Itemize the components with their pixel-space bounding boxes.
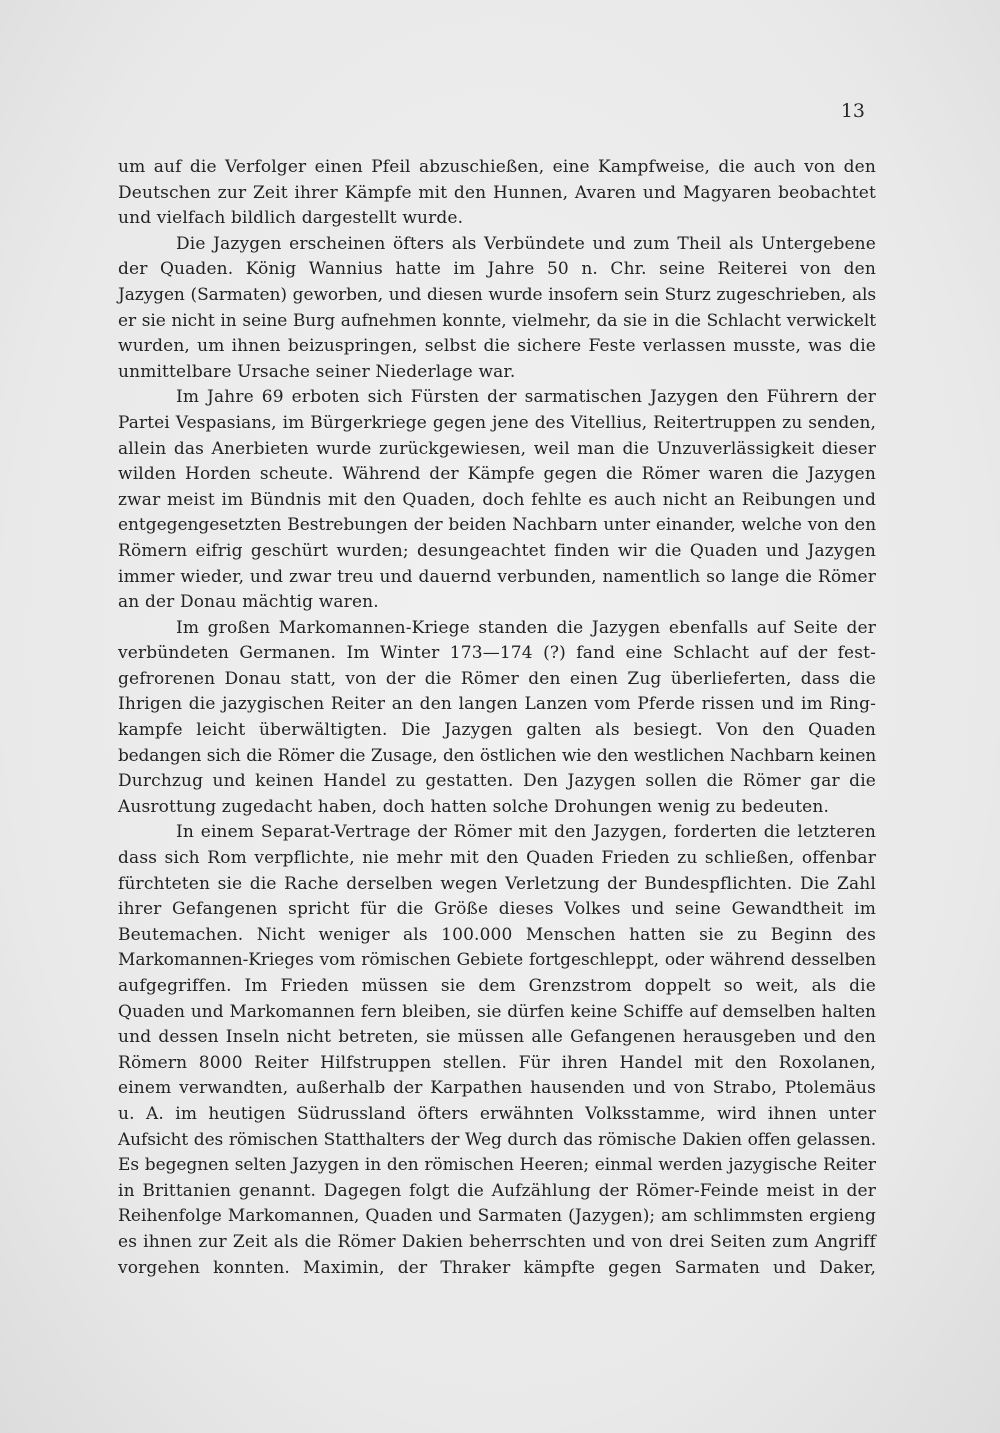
text-line: entgegengesetzten Bestrebungen der beiden Nachbarn unter einander, welche von den xyxy=(118,515,876,536)
text-line: und vielfach bildlich dargestellt wurde. xyxy=(118,208,464,229)
text-line: verbündeten Germanen. Im Winter 173—174 (?) fand eine Schlacht auf der fest- xyxy=(118,643,876,664)
text-line: ihrer Gefangenen spricht für die Größe dieses Volkes und seine Gewandtheit im xyxy=(118,899,876,920)
text-line: Römern 8000 Reiter Hilfstruppen stellen. Für ihren Handel mit den Roxolanen, xyxy=(118,1052,876,1073)
text-line: Reihenfolge Markomannen, Quaden und Sarmaten (Jazygen); am schlimmsten ergieng xyxy=(118,1206,876,1227)
text-line: In einem Separat-Vertrage der Römer mit den Jazygen, forderten die letzteren xyxy=(176,822,876,843)
text-line: wurden, um ihnen beizuspringen, selbst die sichere Feste verlassen musste, was die xyxy=(118,336,876,357)
text-line: um auf die Verfolger einen Pfeil abzuschießen, eine Kampfweise, die auch von den xyxy=(118,157,876,177)
text-line: und dessen Inseln nicht betreten, sie müssen alle Gefangenen herausgeben und den xyxy=(118,1027,876,1048)
text-line: es ihnen zur Zeit als die Römer Dakien beherrschten und von drei Seiten zum Angriff xyxy=(118,1231,876,1252)
text-line: wilden Horden scheute. Während der Kämpfe gegen die Römer waren die Jazygen xyxy=(118,464,876,485)
text-line: Jazygen (Sarmaten) geworben, und diesen wurde insofern sein Sturz zugeschrieben, als xyxy=(118,284,876,305)
text-line: u. A. im heutigen Südrussland öfters erwähnten Volksstamme, wird ihnen unter xyxy=(118,1103,876,1124)
paragraph xyxy=(118,616,876,821)
paragraph xyxy=(118,155,876,232)
text-line: an der Donau mächtig waren. xyxy=(118,592,379,613)
text-line: gefrorenen Donau statt, von der die Römer den einen Zug überlieferten, dass die xyxy=(118,668,876,689)
text-line: der Quaden. König Wannius hatte im Jahre 50 n. Chr. seine Reiterei von den xyxy=(118,259,876,280)
text-line: Partei Vespasians, im Bürgerkriege gegen jene des Vitellius, Reitertruppen zu senden, xyxy=(118,412,876,433)
text-line: vorgehen konnten. Maximin, der Thraker kämpfte gegen Sarmaten und Daker, xyxy=(118,1257,876,1278)
text-line: unmittelbare Ursache seiner Niederlage war. xyxy=(118,361,516,382)
text-line: immer wieder, und zwar treu und dauernd verbunden, namentlich so lange die Römer xyxy=(118,566,876,587)
text-line: Markomannen-Krieges vom römischen Gebiete fortgeschleppt, oder während desselben xyxy=(118,950,876,971)
paragraph xyxy=(118,385,876,615)
text-line: Aufsicht des römischen Statthalters der Weg durch das römische Dakien offen gelassen. xyxy=(118,1129,876,1150)
text-line: fürchteten sie die Rache derselben wegen Verletzung der Bundespflichten. Die Zahl xyxy=(118,873,876,894)
text-line: er sie nicht in seine Burg aufnehmen konnte, vielmehr, da sie in die Schlacht verwickelt xyxy=(118,310,876,331)
text-line: zwar meist im Bündnis mit den Quaden, doch fehlte es auch nicht an Reibungen und xyxy=(118,489,876,510)
text-line: dass sich Rom verpflichte, nie mehr mit den Quaden Frieden zu schließen, offenbar xyxy=(118,848,876,869)
text-line: kampfe leicht überwältigten. Die Jazygen galten als besiegt. Von den Quaden xyxy=(118,720,876,741)
text-line: Die Jazygen erscheinen öfters als Verbündete und zum Theil als Untergebene xyxy=(176,233,876,254)
paragraph xyxy=(118,232,876,386)
paragraph xyxy=(118,820,876,1281)
text-line: aufgegriffen. Im Frieden müssen sie dem Grenzstrom doppelt so weit, als die xyxy=(118,976,876,996)
text-line: Deutschen zur Zeit ihrer Kämpfe mit den Hunnen, Avaren und Magyaren beobachtet xyxy=(118,182,876,203)
text-line: Durchzug und keinen Handel zu gestatten. Den Jazygen sollen die Römer gar die xyxy=(118,771,876,792)
text-line: Römern eifrig geschürt wurden; desungeachtet finden wir die Quaden und Jazygen xyxy=(118,540,876,561)
body-text xyxy=(118,155,876,1281)
text-line: Im Jahre 69 erboten sich Fürsten der sarmatischen Jazygen den Führern der xyxy=(176,387,876,408)
text-line: Im großen Markomannen-Kriege standen die Jazygen ebenfalls auf Seite der xyxy=(176,617,876,638)
text-line: einem verwandten, außerhalb der Karpathen hausenden und von Strabo, Ptolemäus xyxy=(118,1078,876,1099)
page-number: 13 xyxy=(840,100,865,122)
text-line: Ausrottung zugedacht haben, doch hatten solche Drohungen wenig zu bedeuten. xyxy=(118,796,830,817)
text-line: Es begegnen selten Jazygen in den römischen Heeren; einmal werden jazygische Reiter xyxy=(118,1155,876,1176)
text-line: Quaden und Markomannen fern bleiben, sie dürfen keine Schiffe auf demselben halten xyxy=(118,1001,876,1022)
text-line: Ihrigen die jazygischen Reiter an den langen Lanzen vom Pferde rissen und im Ring- xyxy=(118,694,876,715)
text-line: allein das Anerbieten wurde zurückgewiesen, weil man die Unzuverlässigkeit dieser xyxy=(118,438,876,459)
text-line: bedangen sich die Römer die Zusage, den östlichen wie den westlichen Nachbarn keinen xyxy=(118,745,876,766)
text-line: Beutemachen. Nicht weniger als 100.000 Menschen hatten sie zu Beginn des xyxy=(118,924,876,945)
text-line: in Brittanien genannt. Dagegen folgt die Aufzählung der Römer-Feinde meist in der xyxy=(118,1180,876,1201)
